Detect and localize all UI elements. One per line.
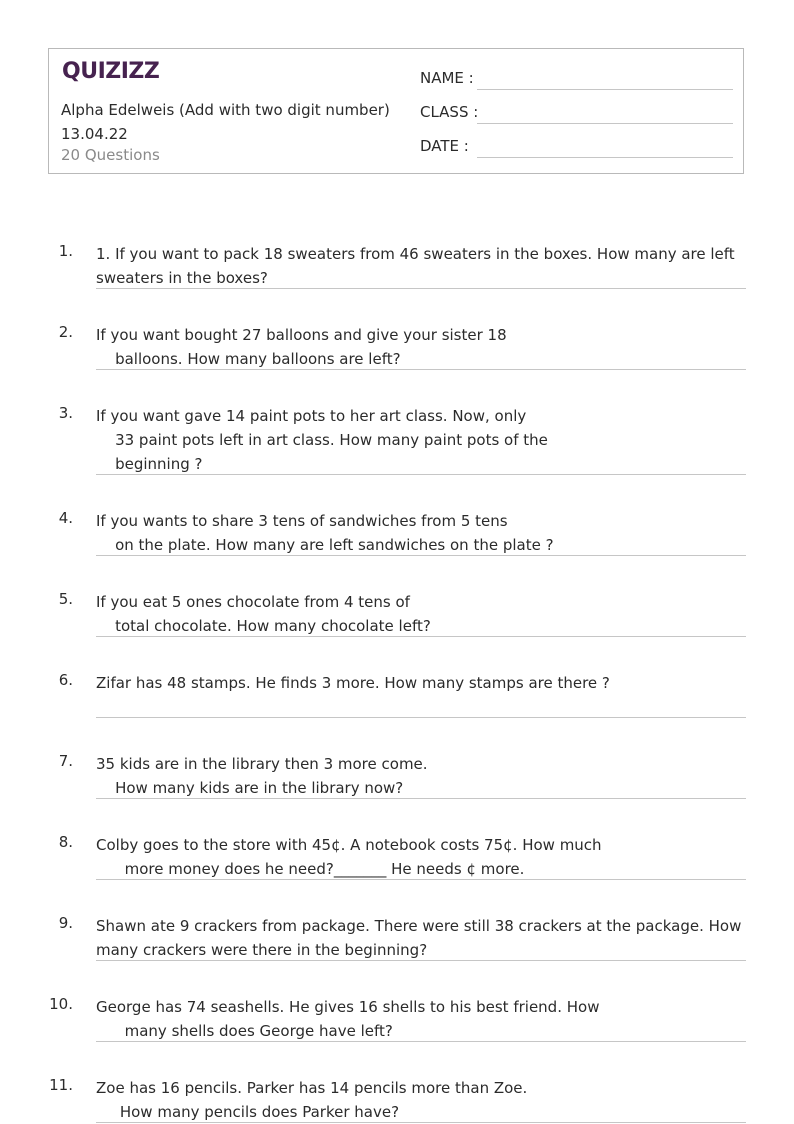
answer-line[interactable] bbox=[96, 555, 746, 556]
question-text bbox=[96, 323, 746, 371]
question-text-line: 1. If you want to pack 18 sweaters from 46 sweaters in the boxes. How many are left bbox=[96, 245, 735, 263]
worksheet-date-code: 13.04.22 bbox=[61, 125, 128, 143]
question-text bbox=[96, 404, 746, 476]
question-text-line: Zoe has 16 pencils. Parker has 14 pencils more than Zoe. bbox=[96, 1079, 528, 1097]
answer-line[interactable] bbox=[96, 288, 746, 289]
question-text-line: total chocolate. How many chocolate left? bbox=[96, 617, 431, 635]
question-text-line: How many pencils does Parker have? bbox=[96, 1103, 400, 1121]
question-text bbox=[96, 752, 746, 800]
question-text-line: beginning ? bbox=[96, 455, 203, 473]
question-text bbox=[96, 671, 746, 695]
question-text-line: If you want gave 14 paint pots to her art class. Now, only bbox=[96, 407, 527, 425]
question-text-line: Zifar has 48 stamps. He finds 3 more. How many stamps are there ? bbox=[96, 674, 610, 692]
question-number: 7. bbox=[58, 752, 73, 770]
date-label: DATE : bbox=[420, 137, 469, 155]
answer-line[interactable] bbox=[96, 879, 746, 880]
question-text-line: on the plate. How many are left sandwiches on the plate ? bbox=[96, 536, 554, 554]
answer-line[interactable] bbox=[96, 1041, 746, 1042]
answer-line[interactable] bbox=[96, 636, 746, 637]
question-text-line: sweaters in the boxes? bbox=[96, 269, 268, 287]
question-text bbox=[96, 833, 746, 881]
question-text-line: If you eat 5 ones chocolate from 4 tens of bbox=[96, 593, 410, 611]
question-text bbox=[96, 914, 746, 962]
question-number: 11. bbox=[49, 1076, 73, 1094]
name-field[interactable] bbox=[477, 89, 733, 90]
question-number: 6. bbox=[58, 671, 73, 689]
answer-line[interactable] bbox=[96, 474, 746, 475]
question-text-line: If you wants to share 3 tens of sandwiches from 5 tens bbox=[96, 512, 508, 530]
question-number: 1. bbox=[58, 242, 73, 260]
question-text bbox=[96, 995, 746, 1043]
class-field[interactable] bbox=[477, 123, 733, 124]
question-number: 10. bbox=[49, 995, 73, 1013]
question-count: 20 Questions bbox=[61, 146, 160, 164]
quizizz-logo: QUIZIZZ bbox=[62, 59, 160, 84]
question-number: 5. bbox=[58, 590, 73, 608]
question-text-line: George has 74 seashells. He gives 16 shells to his best friend. How bbox=[96, 998, 600, 1016]
question-number: 8. bbox=[58, 833, 73, 851]
class-label: CLASS : bbox=[420, 103, 479, 121]
question-text bbox=[96, 590, 746, 638]
question-text bbox=[96, 242, 746, 290]
question-text-line: Shawn ate 9 crackers from package. There were still 38 crackers at the package. How bbox=[96, 917, 742, 935]
answer-line[interactable] bbox=[96, 717, 746, 718]
worksheet-header bbox=[48, 48, 744, 174]
worksheet-title: Alpha Edelweis (Add with two digit number) bbox=[61, 101, 390, 119]
date-field[interactable] bbox=[477, 157, 733, 158]
question-number: 4. bbox=[58, 509, 73, 527]
answer-line[interactable] bbox=[96, 369, 746, 370]
question-text-line: Colby goes to the store with 45¢. A notebook costs 75¢. How much bbox=[96, 836, 602, 854]
question-text-line: balloons. How many balloons are left? bbox=[96, 350, 401, 368]
question-text-line: many crackers were there in the beginning? bbox=[96, 941, 428, 959]
answer-line[interactable] bbox=[96, 960, 746, 961]
question-text-line: 33 paint pots left in art class. How many paint pots of the bbox=[96, 431, 548, 449]
question-text-line: more money does he need?_______ He needs ¢ more. bbox=[96, 860, 525, 878]
question-number: 2. bbox=[58, 323, 73, 341]
question-text-line: many shells does George have left? bbox=[96, 1022, 393, 1040]
question-text-line: How many kids are in the library now? bbox=[96, 779, 404, 797]
question-number: 3. bbox=[58, 404, 73, 422]
question-text-line: 35 kids are in the library then 3 more come. bbox=[96, 755, 428, 773]
answer-line[interactable] bbox=[96, 798, 746, 799]
name-label: NAME : bbox=[420, 69, 474, 87]
question-number: 9. bbox=[58, 914, 73, 932]
question-text-line: If you want bought 27 balloons and give your sister 18 bbox=[96, 326, 507, 344]
question-text bbox=[96, 1076, 746, 1124]
question-text bbox=[96, 509, 746, 557]
